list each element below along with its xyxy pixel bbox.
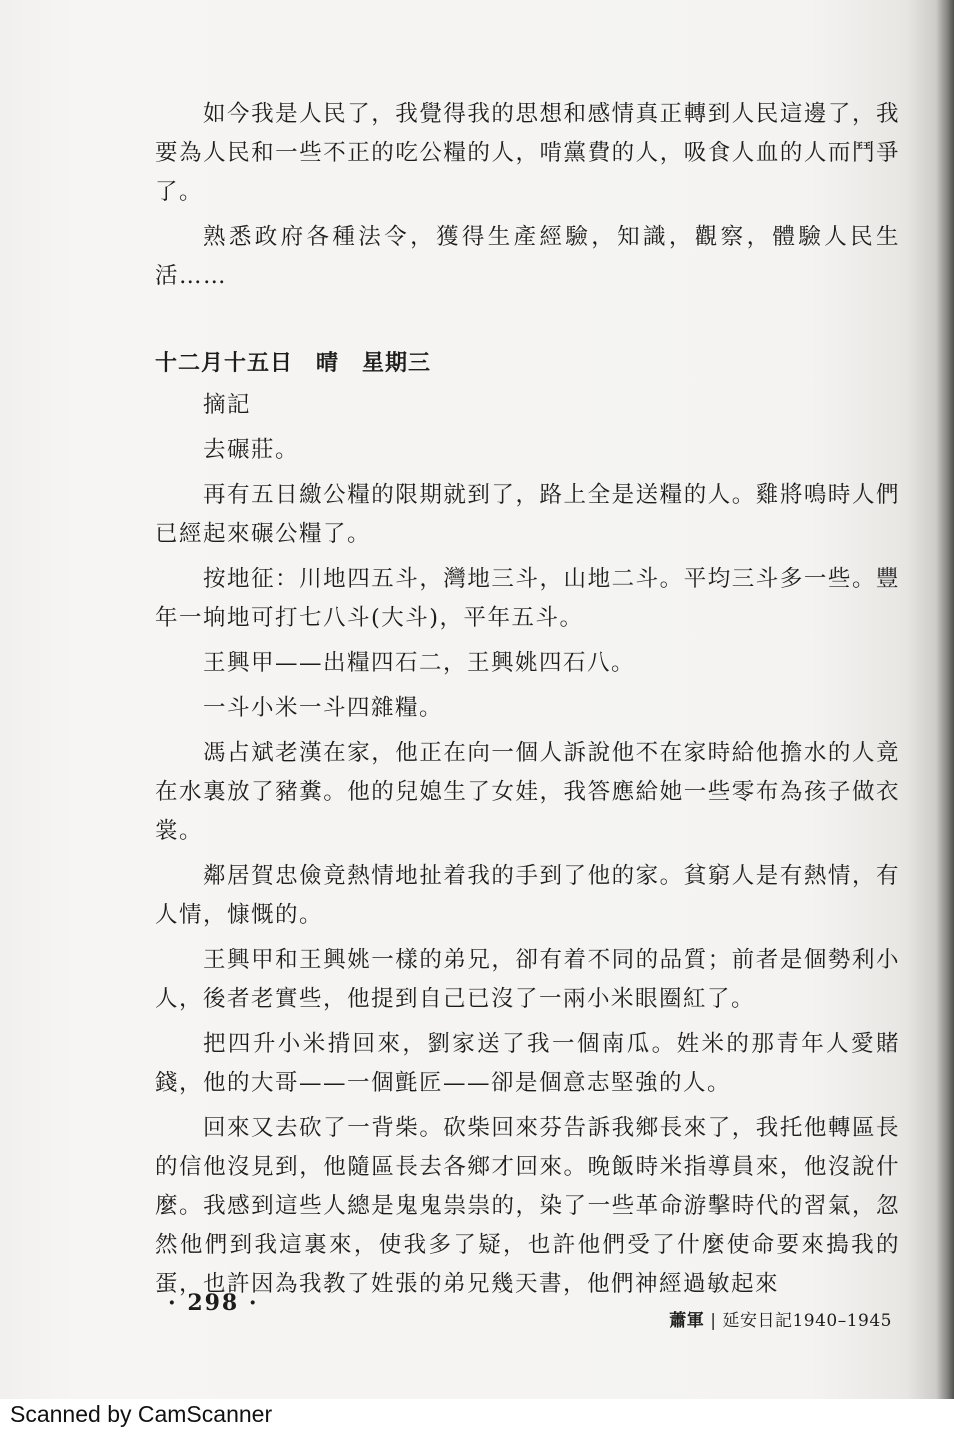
paragraph: 去碾莊。 <box>203 437 300 463</box>
body-text <box>155 95 900 1310</box>
scanner-watermark: Scanned by CamScanner <box>10 1401 273 1427</box>
paragraph: 一斗小米一斗四雜糧。 <box>203 695 444 721</box>
paragraph: 鄰居賀忠儉竟熱情地扯着我的手到了他的家。貧窮人是有熱情，有人情，慷慨的。 <box>155 863 900 928</box>
paragraph: 熟悉政府各種法令，獲得生產經驗，知識，觀察，體驗人民生活…… <box>155 224 900 289</box>
scanner-watermark-bar <box>0 1399 954 1439</box>
paragraph: 回來又去砍了一背柴。砍柴回來芬告訴我鄉長來了，我托他轉區長的信他沒見到，他隨區長去各鄉才回來。晚飯時米指導員來，他沒說什麼。我感到這些人總是鬼鬼祟祟的，染了一些革命游擊時代的習氣，忽然他們到我這裏來，使我多了疑，也許他們受了什麼使命要來搗我的蛋，也許因為我教了姓張的弟兄幾天書，他們神經過敏起來 <box>155 1115 900 1297</box>
footer-author: 蕭軍 <box>669 1311 705 1331</box>
page-number: · 298 · <box>168 1290 259 1316</box>
page-edge-shadow <box>936 0 954 1439</box>
paragraph: 馮占斌老漢在家，他正在向一個人訴說他不在家時給他擔水的人竟在水裏放了豬糞。他的兒媳生了女娃，我答應給她一些零布為孩子做衣裳。 <box>155 740 900 844</box>
footer-book-title: 延安日記1940–1945 <box>722 1311 892 1331</box>
paragraph: 再有五日繳公糧的限期就到了，路上全是送糧的人。雞將鳴時人們已經起來碾公糧了。 <box>155 482 900 547</box>
diary-entry-heading: 十二月十五日 晴 星期三 <box>155 351 432 376</box>
paragraph: 王興甲和王興姚一樣的弟兄，卻有着不同的品質；前者是個勢利小人，後者老實些，他提到自己已沒了一兩小米眼圈紅了。 <box>155 947 900 1012</box>
paragraph: 摘記 <box>203 392 252 418</box>
paragraph: 把四升小米揹回來，劉家送了我一個南瓜。姓米的那青年人愛賭錢，他的大哥——一個氈匠——卻是個意志堅強的人。 <box>155 1031 900 1096</box>
paragraph: 按地征：川地四五斗，灣地三斗，山地二斗。平均三斗多一些。豐年一垧地可打七八斗(大斗)，平年五斗。 <box>155 566 900 631</box>
footer-separator: | <box>710 1311 717 1331</box>
paragraph: 如今我是人民了，我覺得我的思想和感情真正轉到人民這邊了，我要為人民和一些不正的吃公糧的人，啃黨費的人，吸食人血的人而鬥爭了。 <box>155 101 900 205</box>
running-footer <box>669 1306 892 1331</box>
paragraph: 王興甲——出糧四石二，王興姚四石八。 <box>203 650 636 676</box>
